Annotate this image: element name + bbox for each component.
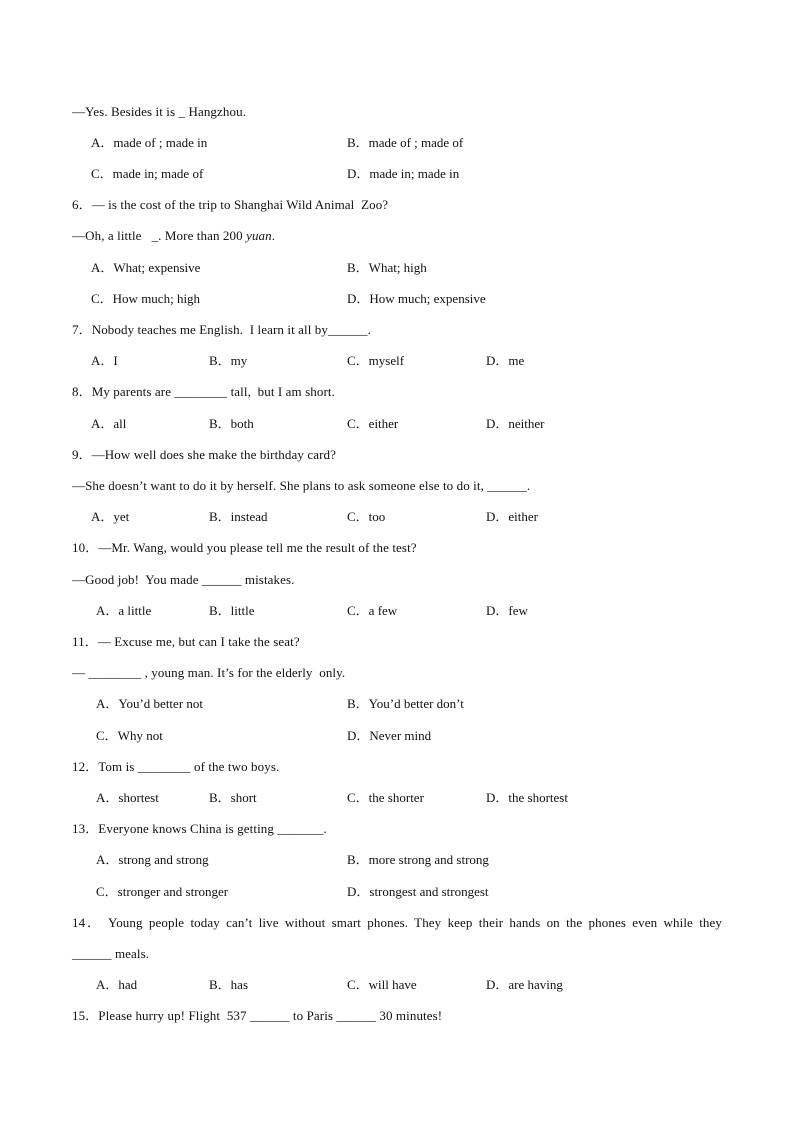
q6-option-c[interactable]: C．How much; high [91,291,201,306]
q5-stem-reply-pre: —Yes. Besides it is [72,104,179,119]
q15-stem: 15．Please hurry up! Flight 537 ______ to Paris ______ 30 minutes! [72,1008,443,1023]
q7-option-a[interactable]: A．I [91,353,118,368]
q9-option-d[interactable]: D．either [486,509,538,524]
q6-stem-reply [72,226,732,246]
q14-option-c[interactable]: C．will have [347,977,417,992]
q7-stem: 7．Nobody teaches me English. I learn it all by______. [72,322,371,337]
q6-option-d[interactable]: D．How much; expensive [347,291,486,306]
q12-option-a[interactable]: A．shortest [96,790,159,805]
q7-option-b[interactable]: B．my [209,353,248,368]
q9-stem-reply: —She doesn’t want to do it by herself. She plans to ask someone else to do it, ______. [72,478,531,493]
q9-option-b[interactable]: B．instead [209,509,268,524]
q7-option-c[interactable]: C．myself [347,353,405,368]
q9-option-c[interactable]: C．too [347,509,386,524]
q11-option-c[interactable]: C．Why not [96,728,163,743]
q13-option-d[interactable]: D．strongest and strongest [347,884,489,899]
q6-stem-reply-post: . [271,228,276,243]
q10-stem: 10．—Mr. Wang, would you please tell me the result of the test? [72,540,417,555]
q8-option-b[interactable]: B．both [209,416,254,431]
q14-option-b[interactable]: B．has [209,977,249,992]
q5-option-a[interactable]: A．made of ; made in [91,135,208,150]
q13-stem: 13．Everyone knows China is getting _______. [72,821,327,836]
q14-stem: 14． Young people today can’t live without smart phones. They keep their hands on the phones even while they [72,915,722,930]
q13-option-b[interactable]: B．more strong and strong [347,852,489,867]
q14-stem-cont: ______ meals. [72,946,150,961]
q12-option-d[interactable]: D．the shortest [486,790,568,805]
q8-option-d[interactable]: D．neither [486,416,545,431]
q14-option-d[interactable]: D．are having [486,977,563,992]
q10-stem-reply: —Good job! You made ______ mistakes. [72,572,295,587]
q13-option-c[interactable]: C．stronger and stronger [96,884,229,899]
q9-option-a[interactable]: A．yet [91,509,130,524]
q14-option-a[interactable]: A．had [96,977,138,992]
q5-option-c[interactable]: C．made in; made of [91,166,204,181]
q12-option-b[interactable]: B．short [209,790,257,805]
q13-option-a[interactable]: A．strong and strong [96,852,209,867]
q12-stem: 12．Tom is ________ of the two boys. [72,759,280,774]
q6-stem: 6．— is the cost of the trip to Shanghai Wild Animal Zoo? [72,197,389,212]
q6-stem-reply-pre: —Oh, a little _. More than 200 [72,228,247,243]
q10-option-d[interactable]: D．few [486,603,528,618]
q6-yuan-italic: yuan [246,228,272,243]
q5-option-b[interactable]: B．made of ; made of [347,135,464,150]
q5-blank: _ [178,104,186,119]
q10-option-a[interactable]: A．a little [96,603,152,618]
q10-option-b[interactable]: B．little [209,603,255,618]
q12-option-c[interactable]: C．the shorter [347,790,424,805]
q5-stem-reply-post: Hangzhou. [185,104,247,119]
q8-option-a[interactable]: A．all [91,416,127,431]
q5-stem-reply [72,102,732,122]
q10-option-c[interactable]: C．a few [347,603,398,618]
q6-option-a[interactable]: A．What; expensive [91,260,201,275]
q7-option-d[interactable]: D．me [486,353,525,368]
q11-stem-reply: — ________ , young man. It’s for the elderly only. [72,665,346,680]
q8-stem: 8．My parents are ________ tall, but I am short. [72,384,335,399]
q8-option-c[interactable]: C．either [347,416,399,431]
q11-stem: 11．— Excuse me, but can I take the seat? [72,634,300,649]
q6-option-b[interactable]: B．What; high [347,260,427,275]
q9-stem: 9．—How well does she make the birthday card? [72,447,336,462]
q11-option-b[interactable]: B．You’d better don’t [347,696,464,711]
q5-option-d[interactable]: D．made in; made in [347,166,460,181]
q11-option-d[interactable]: D．Never mind [347,728,432,743]
q11-option-a[interactable]: A．You’d better not [96,696,204,711]
